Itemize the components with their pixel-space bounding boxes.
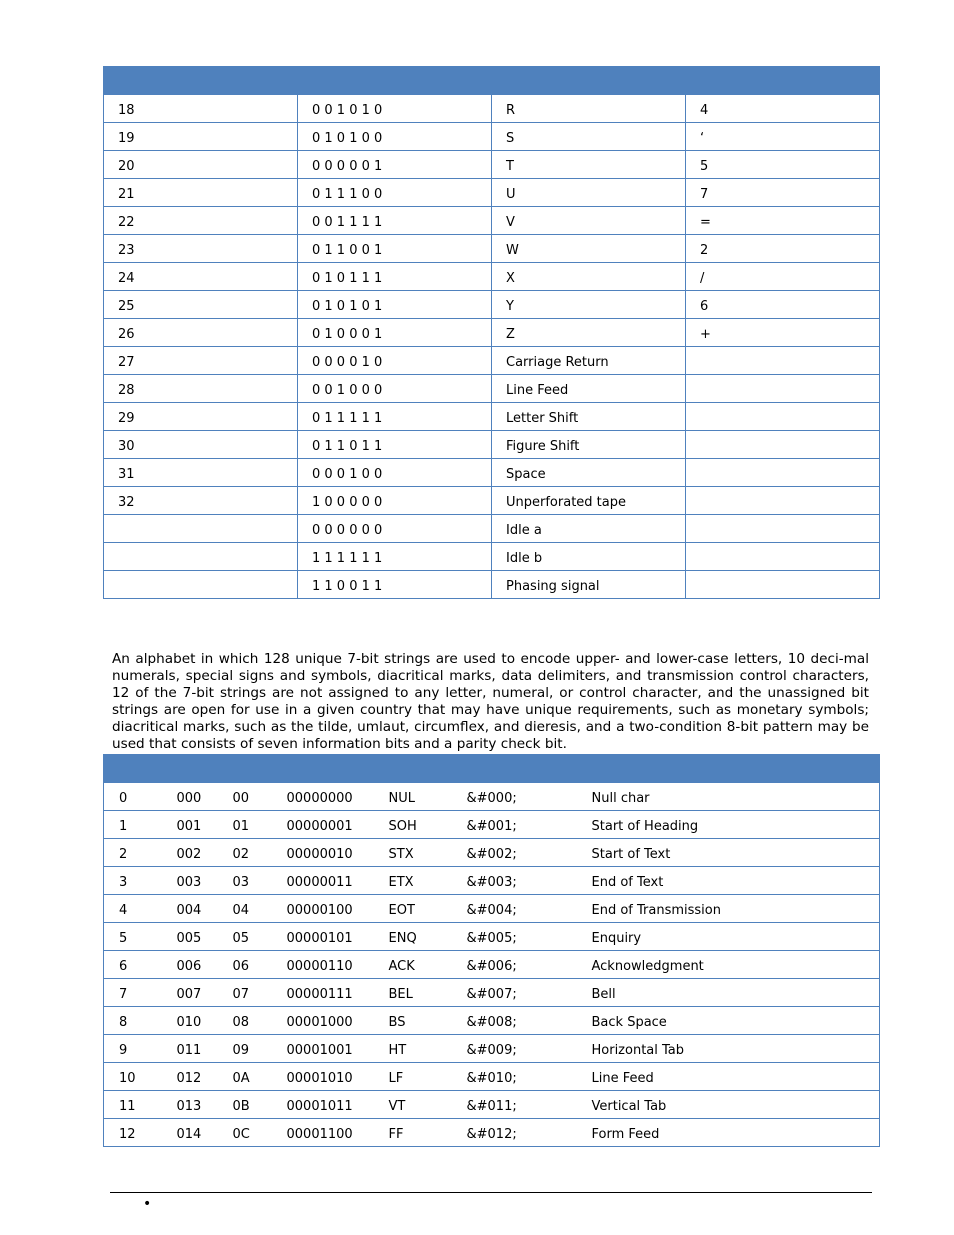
table-cell: 0C [218, 1119, 272, 1147]
table-cell: BS [374, 1007, 452, 1035]
table-cell: 6 [686, 291, 880, 319]
table-cell: 11 [104, 1091, 162, 1119]
table-cell [686, 487, 880, 515]
table-cell: 00000110 [272, 951, 374, 979]
table-row [104, 151, 880, 179]
table-cell: 013 [162, 1091, 218, 1119]
table-cell [686, 375, 880, 403]
table-row [104, 207, 880, 235]
table-cell [686, 403, 880, 431]
table-cell: 0 0 0 1 0 0 [298, 459, 492, 487]
table-cell: Start of Text [577, 839, 880, 867]
table-header-row [104, 67, 880, 95]
table-cell: 31 [104, 459, 298, 487]
table-cell: 00000010 [272, 839, 374, 867]
table-row [104, 403, 880, 431]
table-cell: Null char [577, 783, 880, 811]
table-cell: 2 [686, 235, 880, 263]
table-cell: Horizontal Tab [577, 1035, 880, 1063]
table-cell: + [686, 319, 880, 347]
table-row [104, 979, 880, 1007]
table-cell: 9 [104, 1035, 162, 1063]
table-cell: 00000100 [272, 895, 374, 923]
table-cell: 0 0 1 0 1 0 [298, 95, 492, 123]
table-cell: 0B [218, 1091, 272, 1119]
table-cell: 0 1 0 1 0 1 [298, 291, 492, 319]
table-cell: BEL [374, 979, 452, 1007]
table-cell: Y [492, 291, 686, 319]
table-cell: 08 [218, 1007, 272, 1035]
table-cell: &#003; [452, 867, 577, 895]
table-row [104, 487, 880, 515]
table-cell: &#008; [452, 1007, 577, 1035]
table-cell: 0 0 0 0 0 0 [298, 515, 492, 543]
table-row [104, 1007, 880, 1035]
table-cell: Start of Heading [577, 811, 880, 839]
table-cell: 012 [162, 1063, 218, 1091]
table-cell: HT [374, 1035, 452, 1063]
table-row [104, 1091, 880, 1119]
table-cell: 0 1 1 1 1 1 [298, 403, 492, 431]
table-cell: 12 [104, 1119, 162, 1147]
table-cell: 26 [104, 319, 298, 347]
table-cell: 00001000 [272, 1007, 374, 1035]
table-cell: 00001001 [272, 1035, 374, 1063]
table-cell: Line Feed [577, 1063, 880, 1091]
table-cell: 010 [162, 1007, 218, 1035]
table-cell: NUL [374, 783, 452, 811]
table-cell: 05 [218, 923, 272, 951]
table-row [104, 459, 880, 487]
table-cell: ENQ [374, 923, 452, 951]
table-row [104, 543, 880, 571]
table-cell [104, 571, 298, 599]
table-cell: 10 [104, 1063, 162, 1091]
table-cell: 000 [162, 783, 218, 811]
table-cell: 03 [218, 867, 272, 895]
table-cell [686, 347, 880, 375]
table-cell: &#004; [452, 895, 577, 923]
table-cell: 014 [162, 1119, 218, 1147]
table-cell: 1 0 0 0 0 0 [298, 487, 492, 515]
table-cell: &#011; [452, 1091, 577, 1119]
ascii-description-paragraph: An alphabet in which 128 unique 7-bit strings are used to encode upper- and lower-case letters, 10 deci-mal numerals, special signs and symbols, diacritical marks, data delimiters, and transmission control characters, 12 of the 7-bit strings are not assigned to any letter, numeral, or control character, and the unassigned bit strings are open for use in a given country that may have unique requirements, such as monetary symbols; diacritical marks, such as the tilde, umlaut, circumflex, and dieresis, and a two-condition 8-bit pattern may be used that consists of seven information bits and a parity check bit. [112, 651, 869, 752]
table-row [104, 571, 880, 599]
table-cell: 22 [104, 207, 298, 235]
table-cell: = [686, 207, 880, 235]
table-cell: Back Space [577, 1007, 880, 1035]
table-cell: 00000011 [272, 867, 374, 895]
footer-bullet: • [143, 1196, 152, 1212]
table-cell: R [492, 95, 686, 123]
table-cell [686, 571, 880, 599]
table-cell: 5 [686, 151, 880, 179]
table-row [104, 515, 880, 543]
table-cell: 0 0 1 0 0 0 [298, 375, 492, 403]
table-cell: 3 [104, 867, 162, 895]
table-cell: 02 [218, 839, 272, 867]
table-cell: 0 0 1 1 1 1 [298, 207, 492, 235]
table-row [104, 951, 880, 979]
table-cell: Space [492, 459, 686, 487]
table-cell: 27 [104, 347, 298, 375]
table-cell: LF [374, 1063, 452, 1091]
table-cell: 07 [218, 979, 272, 1007]
table-cell: 001 [162, 811, 218, 839]
table-cell: 0 0 0 0 0 1 [298, 151, 492, 179]
footer-divider [110, 1192, 872, 1193]
table-cell: 24 [104, 263, 298, 291]
table-cell: Idle b [492, 543, 686, 571]
table-cell [686, 431, 880, 459]
table-cell: 1 1 1 1 1 1 [298, 543, 492, 571]
table-cell [104, 515, 298, 543]
table-cell: Acknowledgment [577, 951, 880, 979]
table-cell: Line Feed [492, 375, 686, 403]
table-row [104, 1035, 880, 1063]
table-cell: 00000111 [272, 979, 374, 1007]
table-cell: 29 [104, 403, 298, 431]
table-cell: 00000001 [272, 811, 374, 839]
table-row [104, 923, 880, 951]
table-cell: 7 [686, 179, 880, 207]
ascii-code-table [103, 754, 880, 1147]
table-cell: Idle a [492, 515, 686, 543]
table-header-band [104, 67, 880, 95]
table-cell: 0 1 0 1 0 0 [298, 123, 492, 151]
table-cell: 30 [104, 431, 298, 459]
table-cell: ‘ [686, 123, 880, 151]
table-cell: 0 1 0 0 0 1 [298, 319, 492, 347]
table-cell: 006 [162, 951, 218, 979]
table-cell: 04 [218, 895, 272, 923]
table-cell: Phasing signal [492, 571, 686, 599]
table-cell [686, 515, 880, 543]
table-cell: 4 [104, 895, 162, 923]
table-row [104, 347, 880, 375]
table-row [104, 319, 880, 347]
table-cell: 32 [104, 487, 298, 515]
table-cell: &#002; [452, 839, 577, 867]
table-cell [104, 543, 298, 571]
table-cell: 6 [104, 951, 162, 979]
table-cell: EOT [374, 895, 452, 923]
table-cell [686, 543, 880, 571]
table-row [104, 867, 880, 895]
table-header-band [104, 755, 880, 783]
table-cell: End of Transmission [577, 895, 880, 923]
table-cell: 0A [218, 1063, 272, 1091]
table-cell: 21 [104, 179, 298, 207]
table-cell: &#012; [452, 1119, 577, 1147]
table-cell: &#001; [452, 811, 577, 839]
table-cell: 01 [218, 811, 272, 839]
table-cell: 00001011 [272, 1091, 374, 1119]
baudot-code-table [103, 66, 880, 599]
table-cell [686, 459, 880, 487]
table-cell: S [492, 123, 686, 151]
table-cell: 0 1 1 1 0 0 [298, 179, 492, 207]
table-cell: T [492, 151, 686, 179]
table-cell: 06 [218, 951, 272, 979]
table-cell: 8 [104, 1007, 162, 1035]
table-row [104, 783, 880, 811]
table-cell: Enquiry [577, 923, 880, 951]
table-cell: 1 1 0 0 1 1 [298, 571, 492, 599]
table-cell: Carriage Return [492, 347, 686, 375]
table-cell: Figure Shift [492, 431, 686, 459]
table-cell: 28 [104, 375, 298, 403]
table-cell: Z [492, 319, 686, 347]
table-cell: 011 [162, 1035, 218, 1063]
table-cell: 00001100 [272, 1119, 374, 1147]
table-cell: 18 [104, 95, 298, 123]
table-cell: Unperforated tape [492, 487, 686, 515]
table-cell: 004 [162, 895, 218, 923]
table-cell: 0 [104, 783, 162, 811]
table-row [104, 95, 880, 123]
table-cell: 23 [104, 235, 298, 263]
table-cell: 005 [162, 923, 218, 951]
table-cell: 00001010 [272, 1063, 374, 1091]
table-cell: V [492, 207, 686, 235]
table-row [104, 179, 880, 207]
table-cell: 19 [104, 123, 298, 151]
table-cell: W [492, 235, 686, 263]
table-row [104, 811, 880, 839]
table-row [104, 1063, 880, 1091]
table-cell: 0 0 0 0 1 0 [298, 347, 492, 375]
table-header-row [104, 755, 880, 783]
table-cell: &#009; [452, 1035, 577, 1063]
table-cell: Vertical Tab [577, 1091, 880, 1119]
table-cell: End of Text [577, 867, 880, 895]
table-cell: 2 [104, 839, 162, 867]
table-cell: 7 [104, 979, 162, 1007]
table-row [104, 235, 880, 263]
table-cell: FF [374, 1119, 452, 1147]
table-row [104, 291, 880, 319]
table-row [104, 895, 880, 923]
table-cell: &#006; [452, 951, 577, 979]
table-cell: ETX [374, 867, 452, 895]
table-cell: &#005; [452, 923, 577, 951]
table-cell: 00 [218, 783, 272, 811]
table-row [104, 123, 880, 151]
table-cell: 5 [104, 923, 162, 951]
table-cell: &#000; [452, 783, 577, 811]
table-cell: 00000000 [272, 783, 374, 811]
table-row [104, 1119, 880, 1147]
table-cell: 25 [104, 291, 298, 319]
table-cell: Bell [577, 979, 880, 1007]
table-cell: 4 [686, 95, 880, 123]
table-cell: 002 [162, 839, 218, 867]
table-cell: SOH [374, 811, 452, 839]
table-cell: 0 1 1 0 0 1 [298, 235, 492, 263]
table-cell: X [492, 263, 686, 291]
table-cell: 0 1 1 0 1 1 [298, 431, 492, 459]
table-cell: &#010; [452, 1063, 577, 1091]
table-cell: 0 1 0 1 1 1 [298, 263, 492, 291]
table-cell: STX [374, 839, 452, 867]
table-cell: 09 [218, 1035, 272, 1063]
table-cell: VT [374, 1091, 452, 1119]
table-cell: 1 [104, 811, 162, 839]
table-cell: 00000101 [272, 923, 374, 951]
table-row [104, 263, 880, 291]
table-cell: 003 [162, 867, 218, 895]
table-row [104, 431, 880, 459]
table-cell: 007 [162, 979, 218, 1007]
table-cell: 20 [104, 151, 298, 179]
table-cell: / [686, 263, 880, 291]
table-cell: Form Feed [577, 1119, 880, 1147]
table-cell: &#007; [452, 979, 577, 1007]
table-cell: U [492, 179, 686, 207]
table-cell: Letter Shift [492, 403, 686, 431]
table-cell: ACK [374, 951, 452, 979]
table-row [104, 839, 880, 867]
table-row [104, 375, 880, 403]
